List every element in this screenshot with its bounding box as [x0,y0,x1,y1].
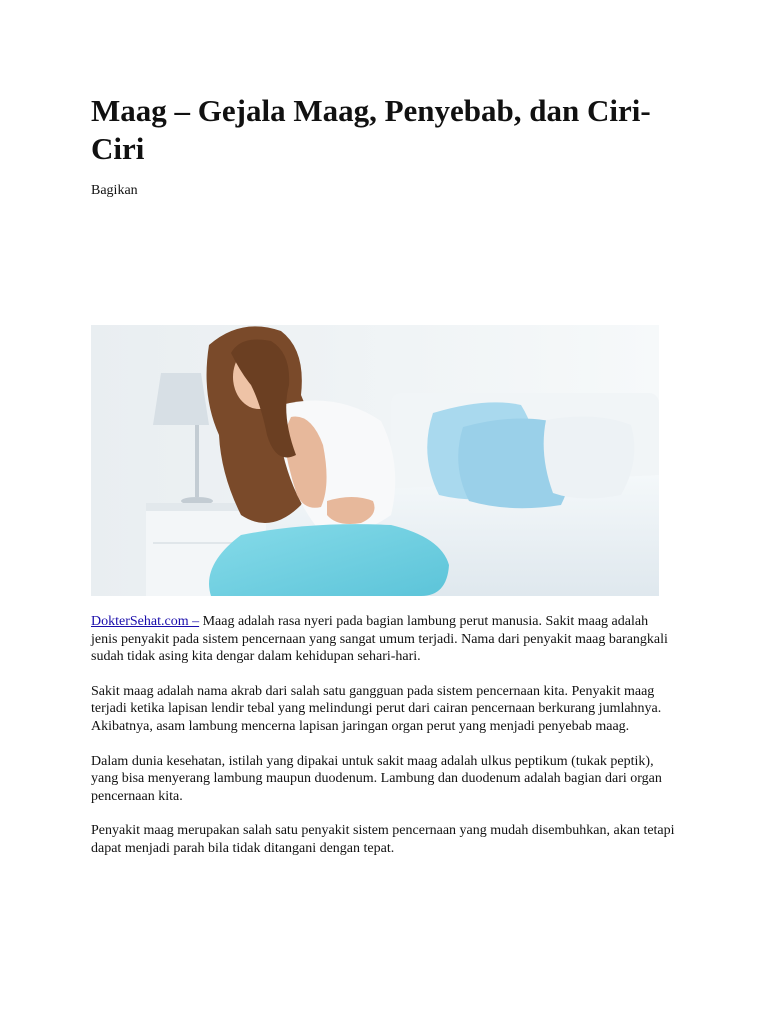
article-title: Maag – Gejala Maag, Penyebab, dan Ciri-Ciri [91,93,651,166]
paragraph [91,613,675,666]
woman-stomach-pain-illustration [91,325,659,596]
paragraph-text: Maag adalah rasa nyeri pada bagian lambung perut manusia. Sakit maag adalah jenis penyakit pada sistem pencernaan yang sangat umum terjadi. Nama dari penyakit maag barangkali sudah tidak asing kita dengar dalam kehidupan sehari-hari. [91,614,668,665]
paragraph: Sakit maag adalah nama akrab dari salah satu gangguan pada sistem pencernaan kita. Penyakit maag terjadi ketika lapisan lendir tebal yang melindungi perut dari cairan pencernaan berkurang jumlahnya. Akibatnya, asam lambung mencerna lapisan jaringan organ perut yang menjadi penyebab maag. [91,683,662,734]
article-body [91,613,675,875]
paragraph: Dalam dunia kesehatan, istilah yang dipakai untuk sakit maag adalah ulkus peptikum (tukak peptik), yang bisa menyerang lambung maupun duodenum. Lambung dan duodenum adalah bagian dari organ pencernaan kita. [91,753,662,804]
source-link[interactable]: DokterSehat.com – [91,614,200,629]
paragraph: Penyakit maag merupakan salah satu penyakit sistem pencernaan yang mudah disembuhkan, akan tetapi dapat menjadi parah bila tidak ditangani dengan tepat. [91,823,675,856]
share-label[interactable]: Bagikan [91,183,138,198]
hero-image [91,325,659,596]
